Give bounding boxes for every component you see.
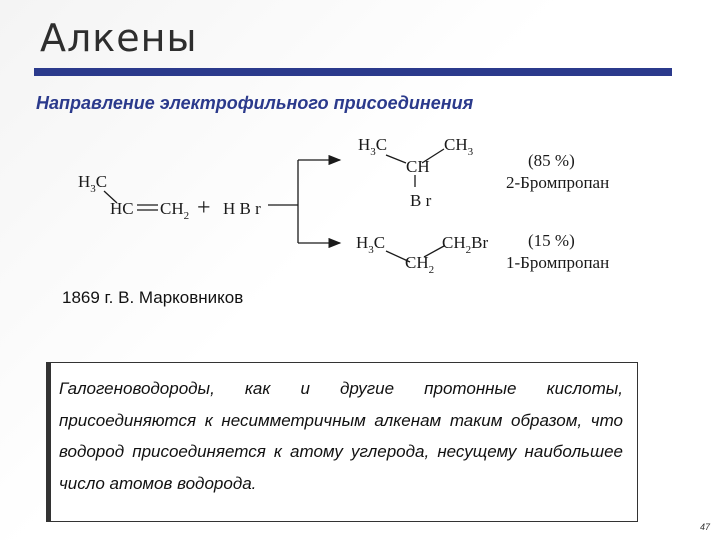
page-number: 47 [700, 522, 711, 532]
minor-percent: (15 %) [528, 231, 575, 250]
minor-ch2: $CH_2$ [405, 253, 435, 276]
attribution-markovnikov: 1869 г. В. Марковников [62, 288, 244, 307]
reagent-hbr: H B r [223, 199, 261, 218]
product-minor [356, 231, 609, 276]
minor-h3c: $H_3C$ [356, 233, 386, 256]
minor-name: 1-Бромпропан [506, 253, 610, 272]
major-ch: CH [406, 157, 430, 176]
rule-box-accent-bar [47, 363, 51, 521]
major-percent: (85 %) [528, 151, 575, 170]
rule-box [46, 362, 638, 522]
reactant-ch2: $CH_2$ [160, 199, 190, 222]
markovnikov-rule-text: Галогеноводороды, как и другие протонные кислоты, присоединяются к несимметричным алкенам таким образом, что водород присоединяется к атому углерода, несущему наибольшее число атомов водорода. [59, 379, 623, 493]
reactant-propene [78, 172, 261, 222]
minor-ch2br: $CH_2Br$ [442, 233, 489, 256]
subtitle: Направление электрофильного присоединения [36, 93, 474, 113]
product-major [358, 135, 609, 210]
major-ch3: $CH_3$ [444, 135, 474, 158]
major-br: B r [410, 191, 432, 210]
reactant-hc: HC [110, 199, 134, 218]
plus-sign: + [197, 195, 211, 221]
bond-major-left [386, 155, 406, 163]
page-title: Алкены [40, 16, 198, 60]
reactant-h3c: $H_3C$ [78, 172, 108, 195]
major-name: 2-Бромпропан [506, 173, 610, 192]
reaction-arrows [268, 160, 340, 243]
major-h3c: $H_3C$ [358, 135, 388, 158]
